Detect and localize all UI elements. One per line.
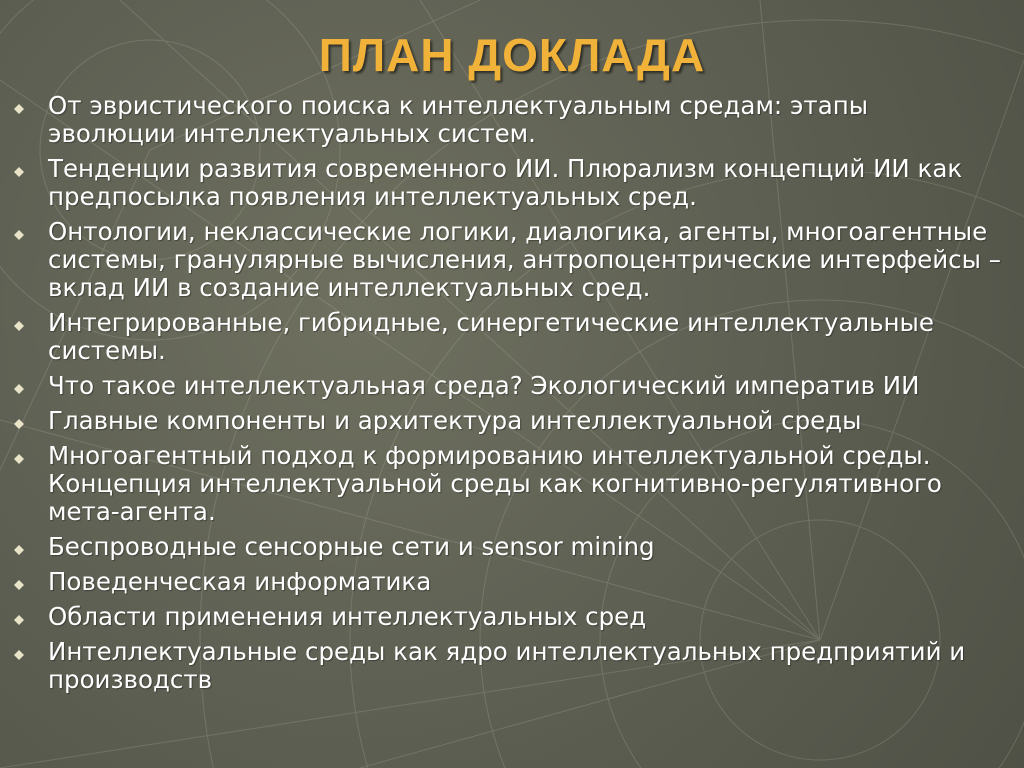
list-item-text: Интегрированные, гибридные, синергетические интеллектуальные системы. xyxy=(48,308,934,365)
list-item xyxy=(12,155,1002,211)
list-item-text: Тенденции развития современного ИИ. Плюрализм концепций ИИ как предпосылка появления интеллектуальных сред. xyxy=(48,154,963,211)
list-item xyxy=(12,309,1002,365)
list-item-text: Области применения интеллектуальных сред xyxy=(48,602,647,631)
diamond-bullet-icon xyxy=(14,545,24,555)
diamond-bullet-icon xyxy=(14,167,24,177)
list-item-text: Поведенческая информатика xyxy=(48,567,432,596)
diamond-bullet-icon xyxy=(14,419,24,429)
list-item-text: От эвристического поиска к интеллектуальным средам: этапы эволюции интеллектуальных систем. xyxy=(48,91,869,148)
diamond-bullet-icon xyxy=(14,580,24,590)
diamond-bullet-icon xyxy=(14,454,24,464)
diamond-bullet-icon xyxy=(14,104,24,114)
list-item-text: Интеллектуальные среды как ядро интеллектуальных предприятий и производств xyxy=(48,637,966,694)
list-item xyxy=(12,603,1002,631)
list-item xyxy=(12,372,1002,400)
list-item xyxy=(12,92,1002,148)
diamond-bullet-icon xyxy=(14,321,24,331)
diamond-bullet-icon xyxy=(14,384,24,394)
list-item xyxy=(12,568,1002,596)
list-item xyxy=(12,638,1002,694)
list-item-text: Онтологии, неклассические логики, диалогика, агенты, многоагентные системы, гранулярные вычисления, антропоцентрические интерфейсы – вклад ИИ в создание интеллектуальных сред. xyxy=(48,217,1001,302)
list-item-text: Главные компоненты и архитектура интеллектуальной среды xyxy=(48,406,862,435)
list-item xyxy=(12,407,1002,435)
list-item xyxy=(12,533,1002,561)
list-item-text: Что такое интеллектуальная среда? Экологический императив ИИ xyxy=(48,371,920,400)
list-item xyxy=(12,442,1002,526)
diamond-bullet-icon xyxy=(14,650,24,660)
diamond-bullet-icon xyxy=(14,230,24,240)
bullet-list xyxy=(12,92,1002,701)
slide-title: ПЛАН ДОКЛАДА xyxy=(318,29,706,81)
list-item xyxy=(12,218,1002,302)
diamond-bullet-icon xyxy=(14,615,24,625)
list-item-text: Беспроводные сенсорные сети и sensor mining xyxy=(48,532,655,561)
list-item-text: Многоагентный подход к формированию интеллектуальной среды. Концепция интеллектуальной среды как когнитивно-регулятивного мета-агента. xyxy=(48,441,942,526)
